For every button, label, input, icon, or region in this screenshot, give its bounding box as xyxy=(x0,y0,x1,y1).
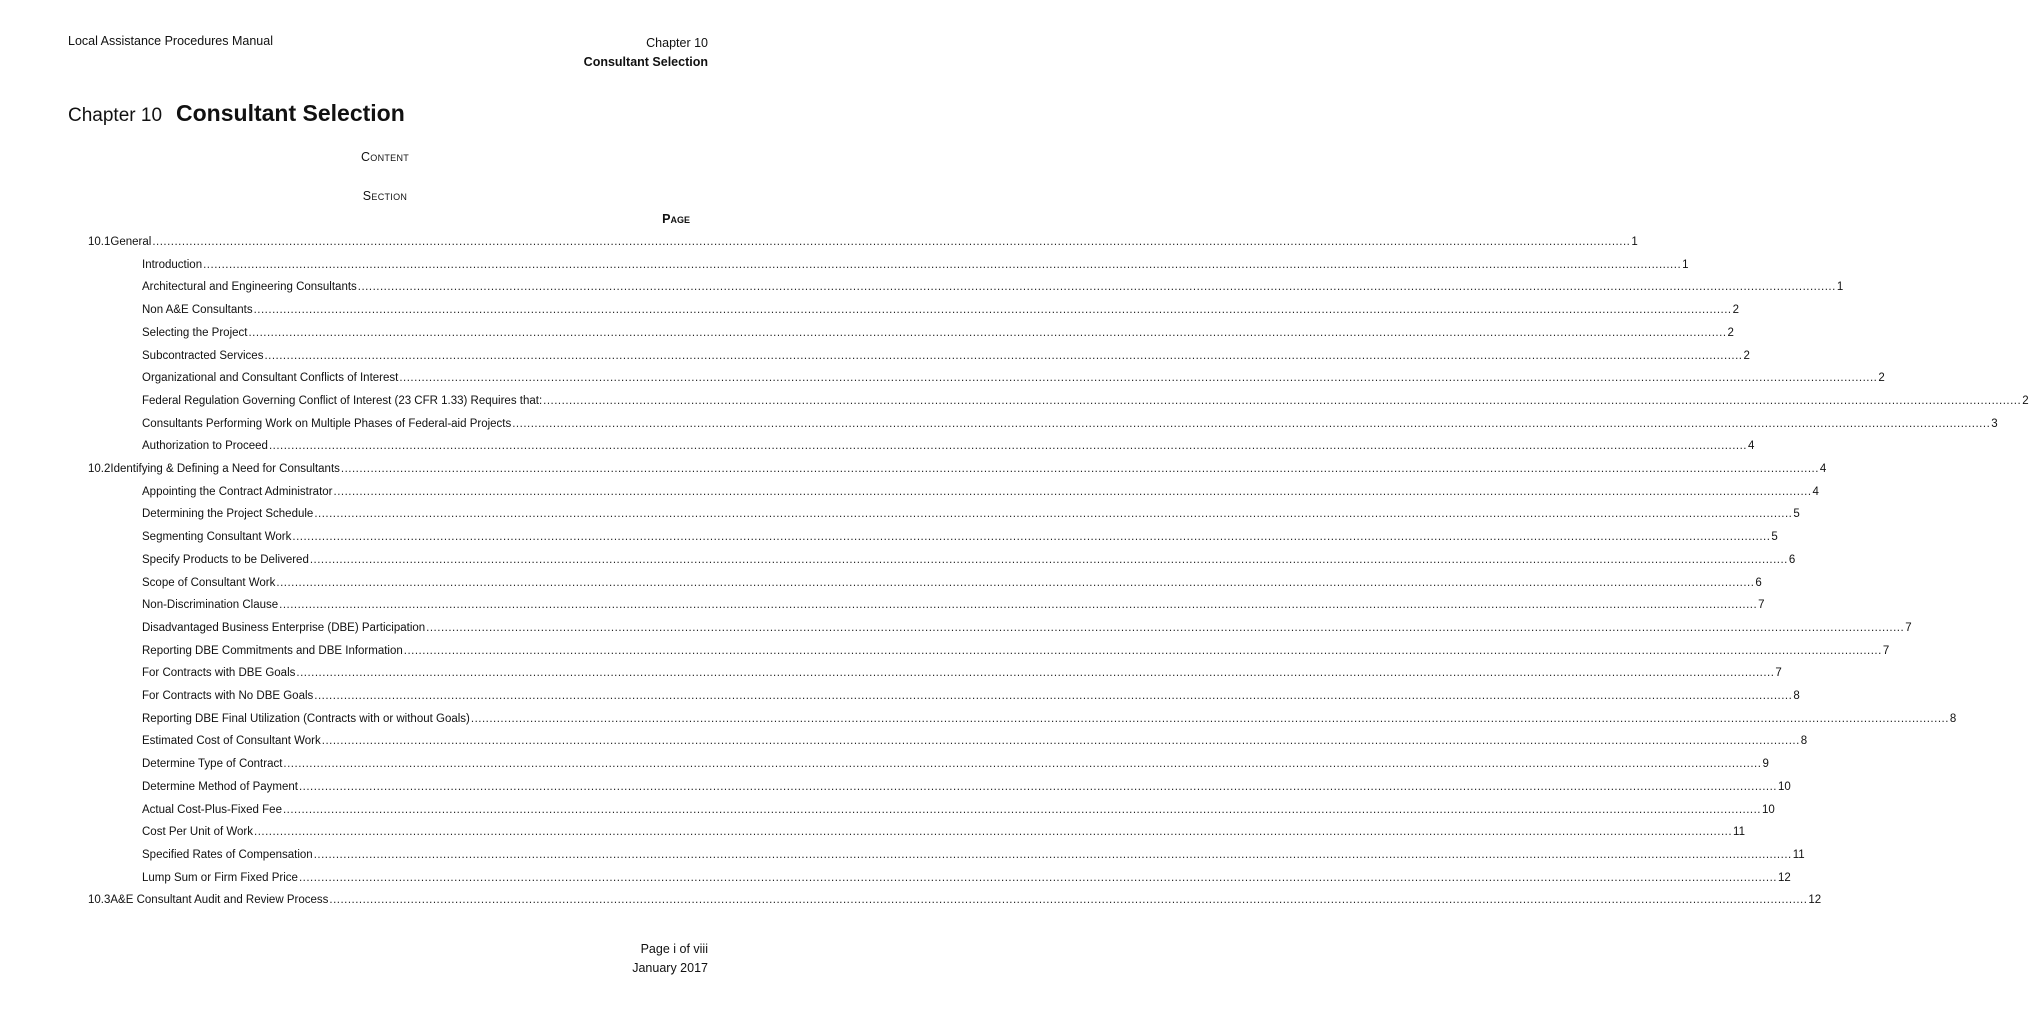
page-number: Page i of viii xyxy=(640,942,708,956)
toc-page-number: 1 xyxy=(1836,281,1844,293)
toc-leader-dots: ................................................................................................................................................................................................................................................................................................................................................................................................................ xyxy=(314,508,1793,520)
toc-page-number: 2 xyxy=(1727,327,1734,339)
toc-page-number: 8 xyxy=(1800,735,1808,747)
toc-leader-dots: ................................................................................................................................................................................................................................................................................................................................................................................................................ xyxy=(543,395,2022,407)
toc-entry-title: General xyxy=(110,236,152,248)
toc-entry-title: Specified Rates of Compensation xyxy=(142,849,313,861)
toc-page-number: 4 xyxy=(1747,440,1755,452)
toc-entry[interactable] xyxy=(88,236,1638,254)
toc-page-number: 10 xyxy=(1778,781,1791,793)
toc-entry-title: Reporting DBE Commitments and DBE Information xyxy=(142,645,403,657)
toc-page-number: 4 xyxy=(1812,486,1819,498)
toc-page-number: 2 xyxy=(1732,304,1740,316)
toc-entry-title: Identifying & Defining a Need for Consultants xyxy=(110,463,340,475)
toc-leader-dots: ................................................................................................................................................................................................................................................................................................................................................................................................................ xyxy=(264,350,1743,362)
toc-leader-dots: ................................................................................................................................................................................................................................................................................................................................................................................................................ xyxy=(512,418,1991,430)
toc-entry[interactable] xyxy=(142,531,1778,549)
toc-leader-dots: ................................................................................................................................................................................................................................................................................................................................................................................................................ xyxy=(203,259,1682,271)
toc-entry-title: Specify Products to be Delivered xyxy=(142,554,309,566)
section-heading: Section xyxy=(362,189,408,203)
toc-page-number: 9 xyxy=(1762,758,1769,770)
toc-leader-dots: ................................................................................................................................................................................................................................................................................................................................................................................................................ xyxy=(309,554,1788,566)
toc-entry-title: Actual Cost-Plus-Fixed Fee xyxy=(142,804,282,816)
toc-entry-title: Segmenting Consultant Work xyxy=(142,531,292,543)
toc-entry-title: Consultants Performing Work on Multiple Phases of Federal-aid Projects xyxy=(142,418,512,430)
toc-entry-title: Disadvantaged Business Enterprise (DBE) Participation xyxy=(142,622,426,634)
toc-entry[interactable] xyxy=(88,894,1822,912)
toc-entry-title: Estimated Cost of Consultant Work xyxy=(142,735,321,747)
toc-leader-dots: ................................................................................................................................................................................................................................................................................................................................................................................................................ xyxy=(296,667,1775,679)
toc-page-number: 1 xyxy=(1631,236,1638,248)
toc-entry[interactable] xyxy=(142,599,1765,617)
toc-entry-title: Organizational and Consultant Conflicts of Interest xyxy=(142,372,399,384)
chapter-title: Consultant Selection xyxy=(176,100,405,126)
toc-entry-title: Scope of Consultant Work xyxy=(142,577,276,589)
toc-page-number: 12 xyxy=(1777,872,1791,884)
toc-entry[interactable] xyxy=(142,395,2029,413)
toc-entry[interactable] xyxy=(142,350,1750,368)
toc-leader-dots: ................................................................................................................................................................................................................................................................................................................................................................................................................ xyxy=(470,713,1949,725)
toc-entry-title: Determine Method of Payment xyxy=(142,781,298,793)
toc-entry[interactable] xyxy=(142,372,1885,390)
toc-leader-dots: ................................................................................................................................................................................................................................................................................................................................................................................................................ xyxy=(357,281,1836,293)
footer-date: January 2017 xyxy=(632,961,708,975)
toc-leader-dots: ................................................................................................................................................................................................................................................................................................................................................................................................................ xyxy=(292,531,1771,543)
toc-entry[interactable] xyxy=(142,508,1800,526)
toc-section-number: 10.1 xyxy=(88,236,111,248)
toc-page-number: 11 xyxy=(1792,849,1805,861)
toc-entry-title: Federal Regulation Governing Conflict of Interest (23 CFR 1.33) Requires that: xyxy=(142,395,543,407)
toc-entry[interactable] xyxy=(142,440,1755,458)
toc-page-number: 12 xyxy=(1808,894,1822,906)
toc-page-number: 1 xyxy=(1682,259,1689,271)
toc-entry[interactable] xyxy=(142,554,1796,572)
toc-entry[interactable] xyxy=(142,758,1769,776)
toc-page-number: 3 xyxy=(1991,418,1998,430)
toc-entry[interactable] xyxy=(88,463,1827,481)
toc-entry-title: Non-Discrimination Clause xyxy=(142,599,279,611)
toc-entry-title: Authorization to Proceed xyxy=(142,440,268,452)
toc-entry-title: Determining the Project Schedule xyxy=(142,508,314,520)
toc-leader-dots: ................................................................................................................................................................................................................................................................................................................................................................................................................ xyxy=(279,599,1758,611)
toc-leader-dots: ................................................................................................................................................................................................................................................................................................................................................................................................................ xyxy=(321,735,1800,747)
toc-leader-dots: ................................................................................................................................................................................................................................................................................................................................................................................................................ xyxy=(313,849,1792,861)
toc-leader-dots: ................................................................................................................................................................................................................................................................................................................................................................................................................ xyxy=(276,577,1755,589)
toc-entry-title: Reporting DBE Final Utilization (Contracts with or without Goals) xyxy=(142,713,470,725)
toc-entry-title: Non A&E Consultants xyxy=(142,304,253,316)
toc-section-number: 10.3 xyxy=(88,894,111,906)
toc-entry[interactable] xyxy=(142,690,1800,708)
toc-leader-dots: ................................................................................................................................................................................................................................................................................................................................................................................................................ xyxy=(248,327,1727,339)
toc-entry-title: For Contracts with DBE Goals xyxy=(142,667,296,679)
toc-leader-dots: ................................................................................................................................................................................................................................................................................................................................................................................................................ xyxy=(283,758,1762,770)
toc-leader-dots: ................................................................................................................................................................................................................................................................................................................................................................................................................ xyxy=(426,622,1905,634)
toc-page-number: 2 xyxy=(2022,395,2029,407)
toc-page-number: 10 xyxy=(1762,804,1775,816)
chapter-heading xyxy=(68,100,405,127)
toc-leader-dots: ................................................................................................................................................................................................................................................................................................................................................................................................................ xyxy=(298,872,1777,884)
toc-leader-dots: ................................................................................................................................................................................................................................................................................................................................................................................................................ xyxy=(333,486,1812,498)
toc-page-number: 7 xyxy=(1905,622,1912,634)
header-chapter-number: Chapter 10 xyxy=(646,36,708,50)
toc-entry-title: Appointing the Contract Administrator xyxy=(142,486,333,498)
toc-leader-dots: ................................................................................................................................................................................................................................................................................................................................................................................................................ xyxy=(314,690,1793,702)
toc-entry[interactable] xyxy=(142,713,1957,731)
toc-entry[interactable] xyxy=(142,327,1734,345)
toc-leader-dots: ................................................................................................................................................................................................................................................................................................................................................................................................................ xyxy=(268,440,1747,452)
toc-entry[interactable] xyxy=(142,849,1805,867)
toc-leader-dots: ................................................................................................................................................................................................................................................................................................................................................................................................................ xyxy=(298,781,1777,793)
chapter-number: Chapter 10 xyxy=(68,105,163,126)
toc-entry-title: Selecting the Project xyxy=(142,327,248,339)
running-header-left: Local Assistance Procedures Manual xyxy=(68,34,273,48)
toc-page-number: 6 xyxy=(1755,577,1762,589)
toc-page-number: 2 xyxy=(1743,350,1750,362)
header-chapter-title: Consultant Selection xyxy=(583,55,708,69)
toc-entry-title: Determine Type of Contract xyxy=(142,758,283,770)
toc-page-number: 7 xyxy=(1758,599,1765,611)
toc-leader-dots: ................................................................................................................................................................................................................................................................................................................................................................................................................ xyxy=(340,463,1819,475)
toc-leader-dots: ................................................................................................................................................................................................................................................................................................................................................................................................................ xyxy=(282,804,1761,816)
toc-page-number: 5 xyxy=(1771,531,1778,543)
toc-page-number: 5 xyxy=(1793,508,1800,520)
toc-entry-title: Cost Per Unit of Work xyxy=(142,826,253,838)
toc-page-number: 7 xyxy=(1775,667,1782,679)
toc-entry[interactable] xyxy=(142,645,1890,663)
toc-entry[interactable] xyxy=(142,667,1782,685)
toc-entry[interactable] xyxy=(142,826,1745,844)
toc-entry[interactable] xyxy=(142,281,1844,299)
toc-page-number: 8 xyxy=(1949,713,1957,725)
toc-entry[interactable] xyxy=(142,259,1689,277)
toc-entry[interactable] xyxy=(142,872,1791,890)
toc-page-number: 6 xyxy=(1788,554,1796,566)
toc-page-number: 7 xyxy=(1882,645,1890,657)
toc-section-number: 10.2 xyxy=(88,463,111,475)
toc-entry[interactable] xyxy=(142,304,1740,322)
toc-entry-title: For Contracts with No DBE Goals xyxy=(142,690,314,702)
toc-leader-dots: ................................................................................................................................................................................................................................................................................................................................................................................................................ xyxy=(403,645,1882,657)
toc-page-number: 4 xyxy=(1819,463,1827,475)
toc-entry[interactable] xyxy=(142,418,1998,436)
toc-entry[interactable] xyxy=(142,577,1762,595)
toc-leader-dots: ................................................................................................................................................................................................................................................................................................................................................................................................................ xyxy=(399,372,1878,384)
toc-page-number: 8 xyxy=(1793,690,1800,702)
toc-entry-title: Lump Sum or Firm Fixed Price xyxy=(142,872,298,884)
toc-entry[interactable] xyxy=(142,486,1819,504)
toc-entry[interactable] xyxy=(142,781,1791,799)
toc-entry-title: Introduction xyxy=(142,259,203,271)
page-footer xyxy=(632,940,708,978)
toc-entry[interactable] xyxy=(142,622,1912,640)
toc-entry[interactable] xyxy=(142,735,1808,753)
toc-leader-dots: ................................................................................................................................................................................................................................................................................................................................................................................................................ xyxy=(254,826,1733,838)
toc-entry-title: Subcontracted Services xyxy=(142,350,264,362)
toc-entry[interactable] xyxy=(142,804,1775,822)
toc-entry-title: A&E Consultant Audit and Review Process xyxy=(110,894,329,906)
toc-leader-dots: ................................................................................................................................................................................................................................................................................................................................................................................................................ xyxy=(152,236,1631,248)
toc-page-number: 2 xyxy=(1878,372,1885,384)
toc-leader-dots: ................................................................................................................................................................................................................................................................................................................................................................................................................ xyxy=(253,304,1732,316)
content-heading: Content xyxy=(360,150,410,164)
page-column-heading: Page xyxy=(662,212,690,226)
toc-entry-title: Architectural and Engineering Consultants xyxy=(142,281,357,293)
toc-leader-dots: ................................................................................................................................................................................................................................................................................................................................................................................................................ xyxy=(329,894,1808,906)
running-header-right xyxy=(584,34,708,72)
toc-page-number: 11 xyxy=(1733,826,1745,838)
